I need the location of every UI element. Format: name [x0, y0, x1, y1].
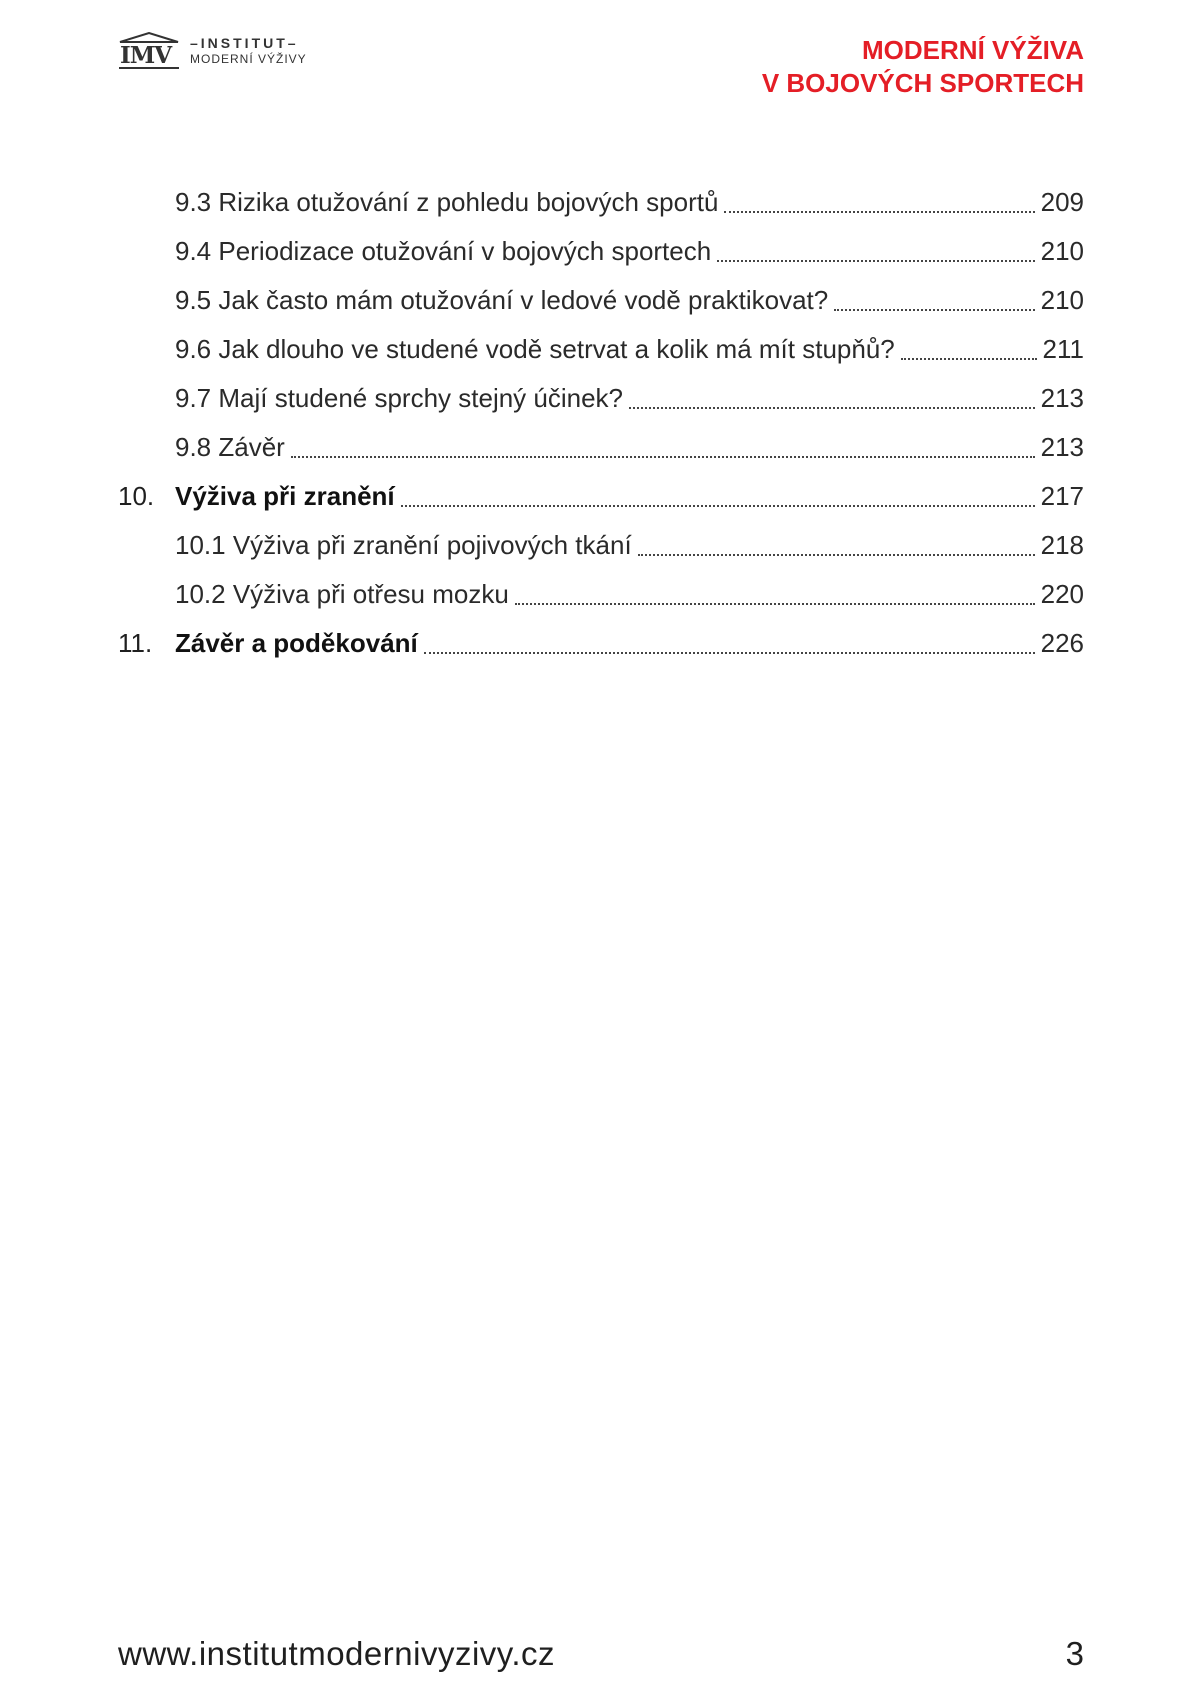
footer-page-number: 3: [1065, 1635, 1084, 1672]
toc-entry-page: 211: [1042, 334, 1084, 364]
toc-entry-page: 226: [1040, 628, 1084, 658]
toc-chapter-10[interactable]: [118, 472, 1084, 521]
toc-entry-label: 9.3 Rizika otužování z pohledu bojových sportů: [175, 187, 719, 217]
book-title-line-1: MODERNÍ VÝŽIVA: [862, 35, 1084, 65]
logo-letters: IMV: [120, 42, 172, 69]
toc-entry-label: 9.4 Periodizace otužování v bojových sportech: [175, 236, 712, 266]
dot-leader: [424, 652, 1035, 654]
book-title: [762, 34, 1084, 100]
dot-leader: [291, 456, 1035, 458]
toc-entry-9-4[interactable]: [118, 227, 1084, 276]
toc-entry-10-1[interactable]: [118, 521, 1084, 570]
toc-entry-10-2[interactable]: [118, 570, 1084, 619]
dot-leader: [401, 505, 1035, 507]
toc-entry-label: Výživa při zranění: [175, 481, 395, 511]
toc-entry-9-6[interactable]: [118, 325, 1084, 374]
toc-entry-label: Závěr a poděkování: [175, 628, 418, 658]
toc-entry-9-7[interactable]: [118, 374, 1084, 423]
toc-entry-9-5[interactable]: [118, 276, 1084, 325]
book-title-line-2: V BOJOVÝCH SPORTECH: [761, 68, 1084, 98]
toc-entry-page: 210: [1040, 285, 1084, 315]
toc-entry-page: 209: [1040, 187, 1084, 217]
toc-entry-label: 9.5 Jak často mám otužování v ledové vodě praktikovat?: [175, 285, 829, 315]
toc-entry-page: 220: [1040, 579, 1084, 609]
institute-logo: [118, 32, 307, 72]
dot-leader: [834, 309, 1034, 311]
footer-website-link[interactable]: www.institutmodernivyzivy.cz: [118, 1635, 555, 1672]
toc-entry-page: 213: [1040, 432, 1084, 462]
dot-leader: [515, 603, 1035, 605]
toc-entry-label: 9.6 Jak dlouho ve studené vodě setrvat a kolik má mít stupňů?: [175, 334, 895, 364]
toc-entry-9-3[interactable]: [118, 178, 1084, 227]
toc-entry-page: 213: [1040, 383, 1084, 413]
toc-entry-label: 9.7 Mají studené sprchy stejný účinek?: [175, 383, 624, 413]
logo-mark: [118, 32, 180, 72]
dot-leader: [901, 358, 1037, 360]
dot-leader: [717, 260, 1034, 262]
logo-line-2: MODERNÍ VÝŽIVY: [190, 52, 307, 66]
dot-leader: [629, 407, 1035, 409]
logo-text: [190, 36, 307, 65]
toc-entry-label: 10.1 Výživa při zranění pojivových tkání: [175, 530, 632, 560]
toc-chapter-number: 10.: [118, 481, 155, 511]
toc-entry-label: 9.8 Závěr: [175, 432, 285, 462]
toc-entry-9-8[interactable]: [118, 423, 1084, 472]
toc-chapter-11[interactable]: [118, 619, 1084, 668]
toc-chapter-number: 11.: [118, 628, 153, 658]
toc-entry-page: 217: [1040, 481, 1084, 511]
toc-entry-page: 218: [1040, 530, 1084, 560]
toc-entry-page: 210: [1040, 236, 1084, 266]
toc-entry-label: 10.2 Výživa při otřesu mozku: [175, 579, 509, 609]
logo-line-1: –INSTITUT–: [190, 35, 299, 51]
dot-leader: [638, 554, 1035, 556]
table-of-contents: [118, 178, 1084, 668]
dot-leader: [724, 211, 1034, 213]
